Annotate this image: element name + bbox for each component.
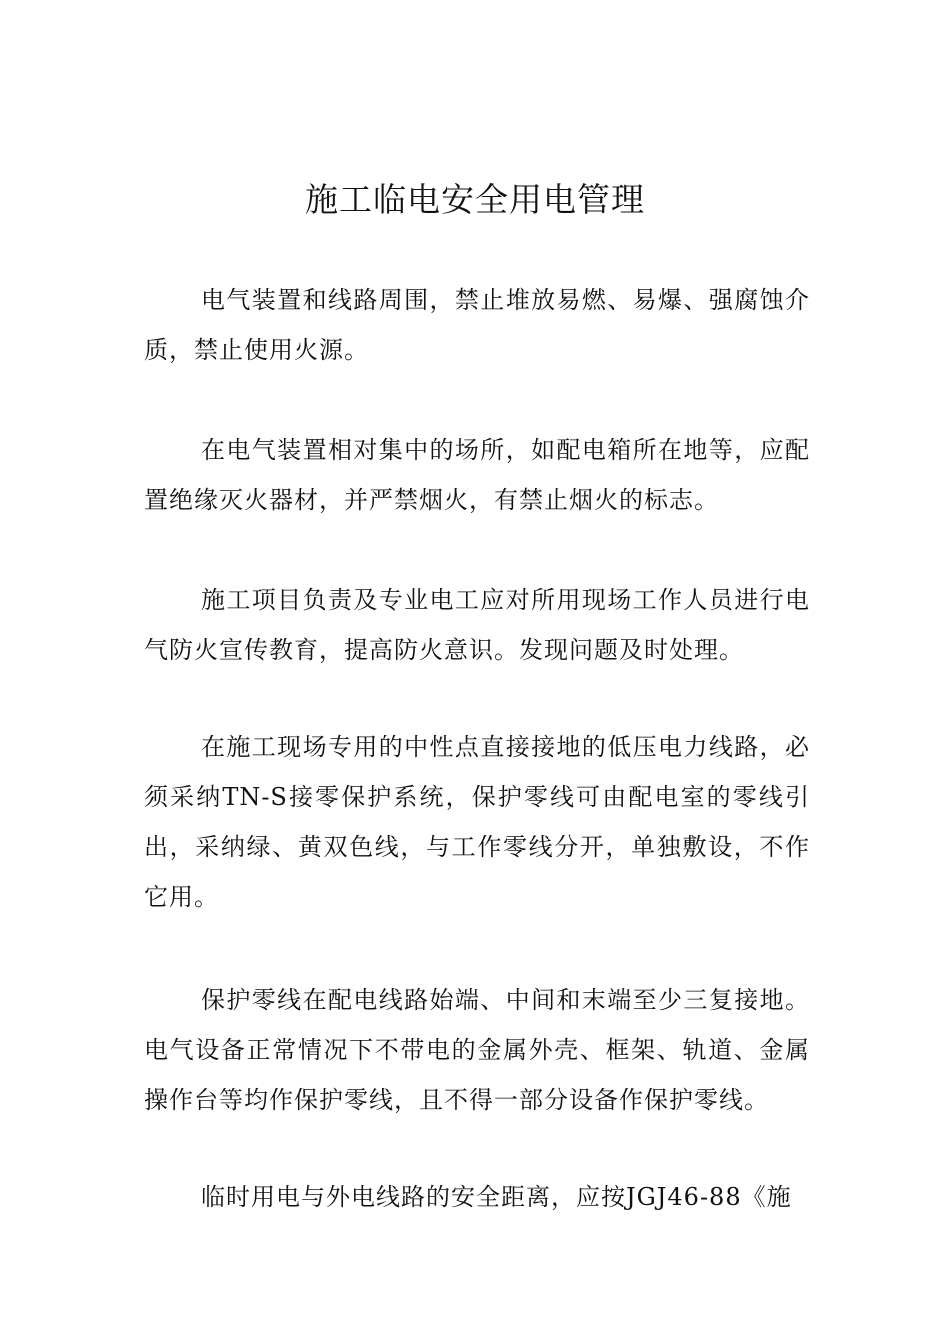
paragraph-external-line-distance: 临时用电与外电线路的安全距离，应按JGJ46-88《施 xyxy=(201,1183,792,1211)
paragraph-fire-safety-education: 施工项目负责及专业电工应对所用现场工作人员进行电气防火宣传教育，提高防火意识。发现问题及时处理。 xyxy=(144,586,810,664)
document-title: 施工临电安全用电管理 xyxy=(305,180,645,219)
paragraph-protective-neutral: 保护零线在配电线路始端、中间和末端至少三复接地。电气设备正常情况下不带电的金属外壳、框架、轨道、金属操作台等均作保护零线，且不得一部分设备作保护零线。 xyxy=(144,986,810,1114)
paragraph-fire-hazard-materials: 电气装置和线路周围，禁止堆放易燃、易爆、强腐蚀介质，禁止使用火源。 xyxy=(144,286,810,364)
paragraph-tn-s-grounding: 在施工现场专用的中性点直接接地的低压电力线路，必须采纳TN-S接零保护系统，保护零线可由配电室的零线引出，采纳绿、黄双色线，与工作零线分开，单独敷设，不作它用。 xyxy=(144,733,810,911)
paragraph-fire-extinguishers: 在电气装置相对集中的场所，如配电箱所在地等，应配置绝缘灭火器材，并严禁烟火，有禁止烟火的标志。 xyxy=(144,436,810,514)
